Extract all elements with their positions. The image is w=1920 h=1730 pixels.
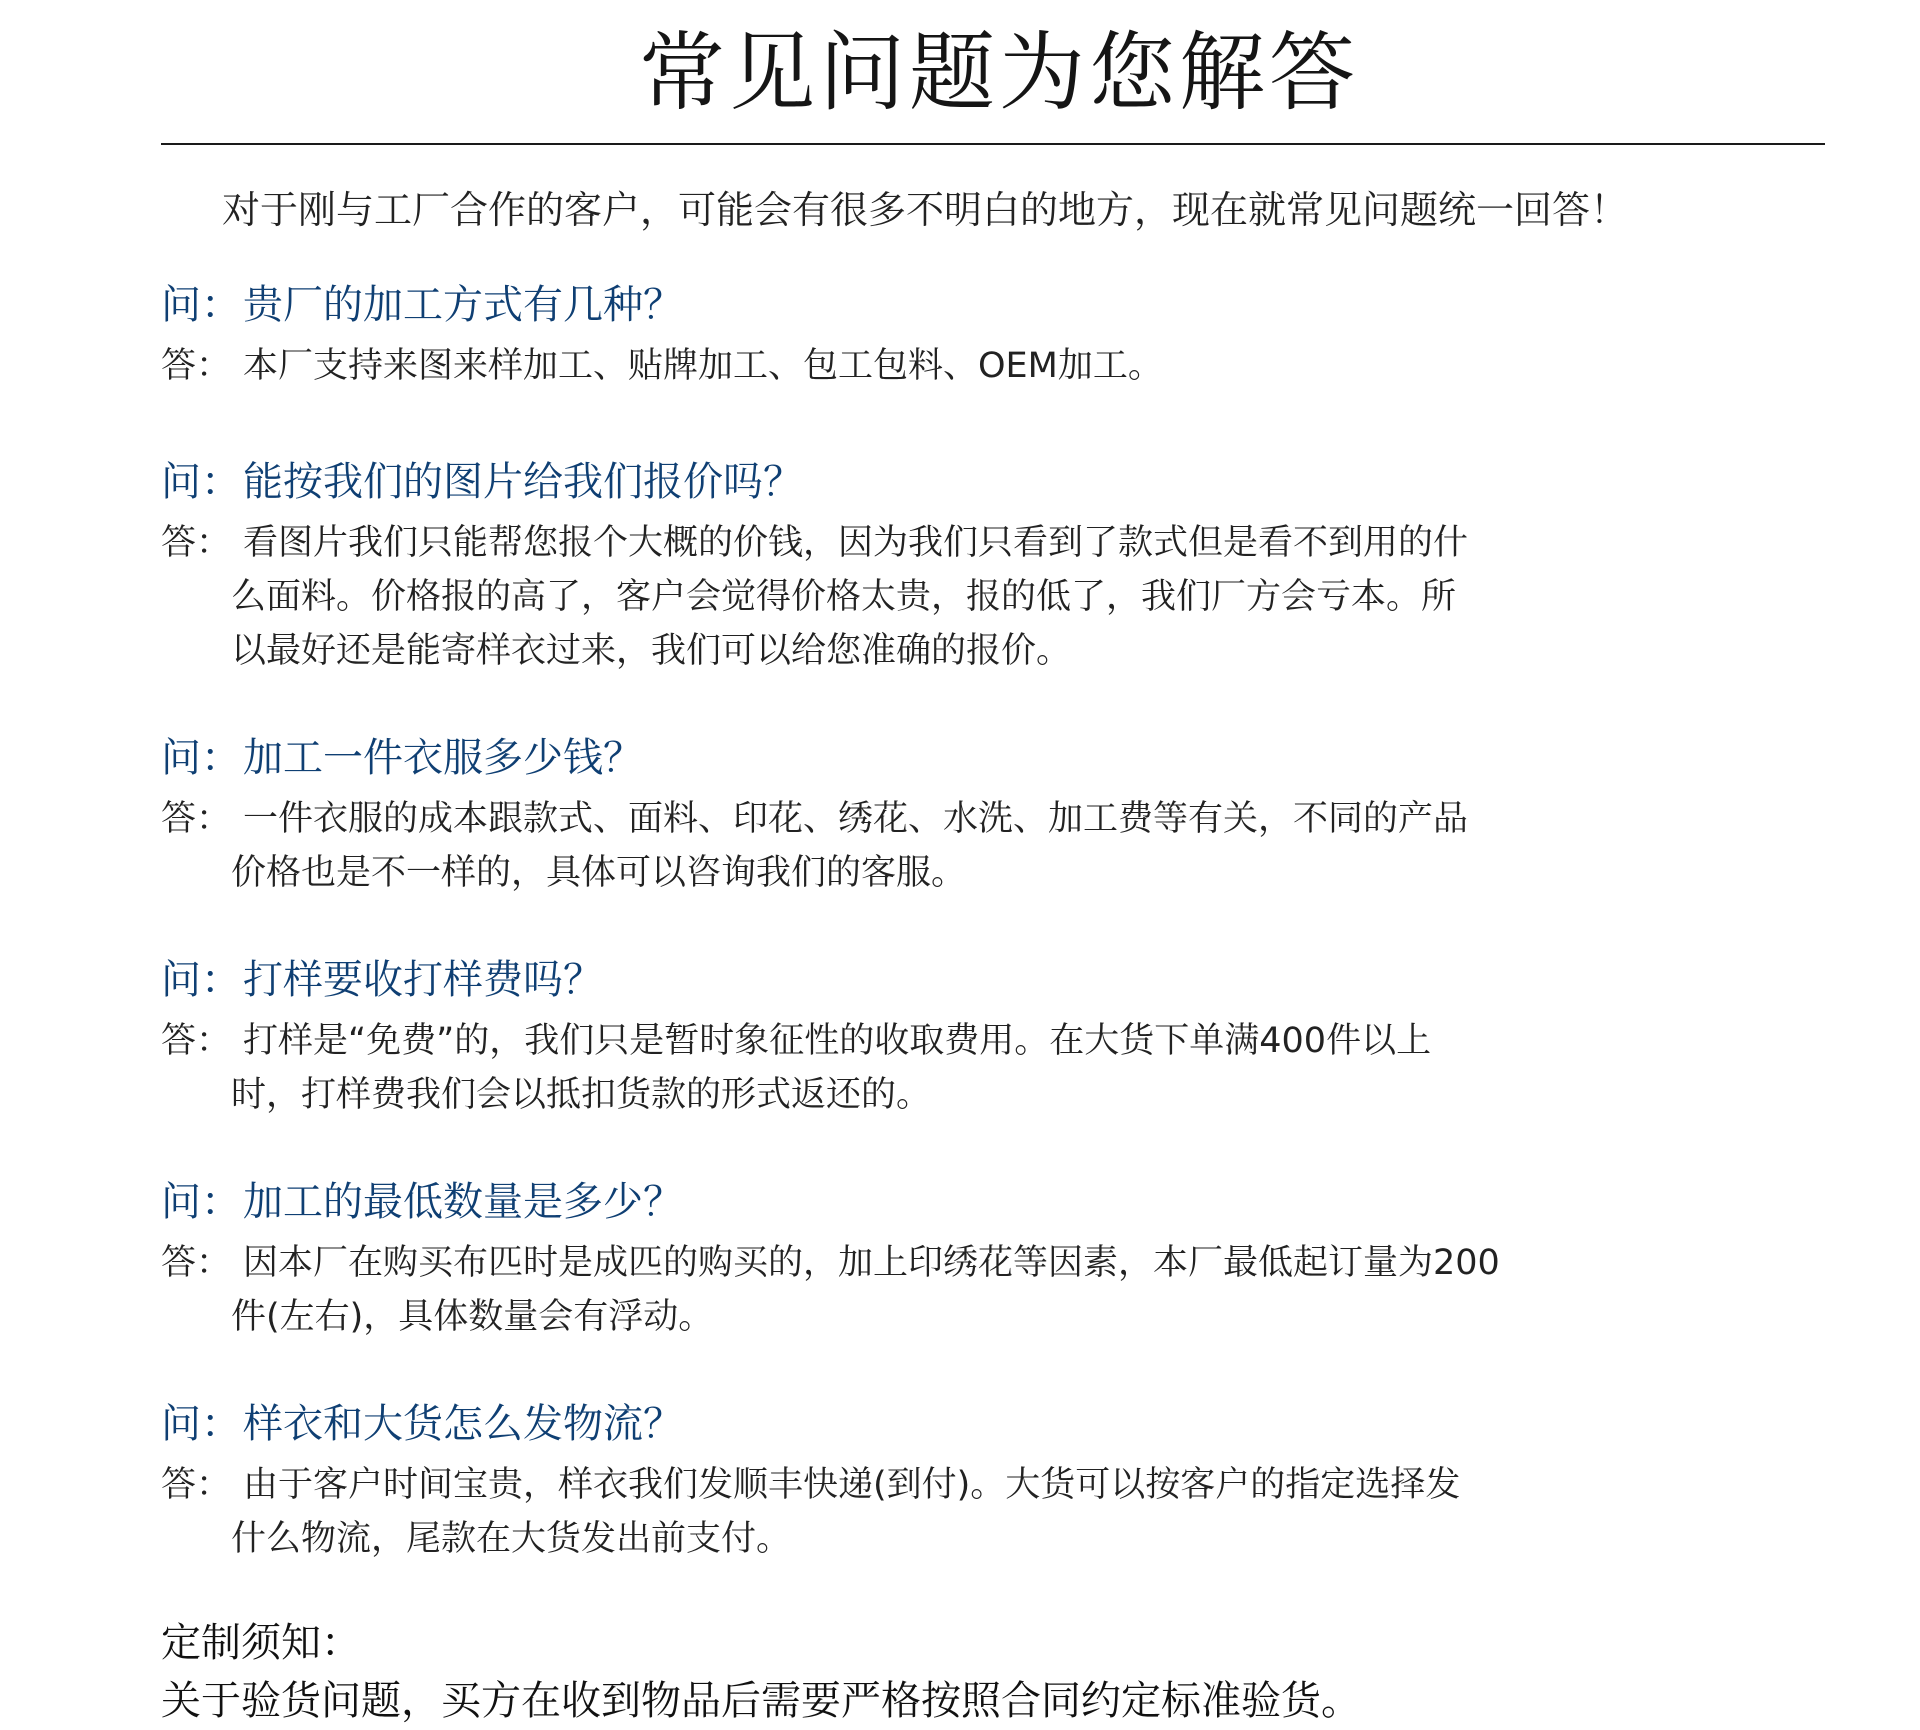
answer-prefix: 答： (161, 1021, 232, 1061)
faq-item-4 (161, 950, 1661, 1122)
answer-line: 么面料。价格报的高了，客户会觉得价格太贵，报的低了，我们厂方会亏本。所 (231, 577, 1457, 617)
answer-line: 由于客户时间宝贵，样衣我们发顺丰快递(到付)。大货可以按客户的指定选择发 (243, 1465, 1461, 1505)
question-prefix: 问： (161, 282, 241, 328)
faq-question-3 (161, 728, 1661, 788)
answer-line: 时，打样费我们会以抵扣货款的形式返还的。 (231, 1075, 932, 1115)
page-title: 常见问题为您解答 (639, 23, 1359, 123)
faq-question-2 (161, 452, 1661, 512)
faq-answer-3 (161, 792, 1661, 900)
question-prefix: 问： (161, 1401, 241, 1447)
answer-prefix: 答： (161, 799, 232, 839)
answer-line: 一件衣服的成本跟款式、面料、印花、绣花、水洗、加工费等有关，不同的产品 (243, 799, 1469, 839)
answer-line: 以最好还是能寄样衣过来，我们可以给您准确的报价。 (231, 631, 1072, 671)
faq-answer-5 (161, 1236, 1661, 1344)
question-prefix: 问： (161, 957, 241, 1003)
question-text: 加工一件衣服多少钱？ (243, 735, 643, 781)
answer-line: 价格也是不一样的，具体可以咨询我们的客服。 (231, 853, 967, 893)
question-text: 打样要收打样费吗？ (243, 957, 603, 1003)
faq-question-5 (161, 1172, 1661, 1232)
answer-line: 件(左右)，具体数量会有浮动。 (231, 1297, 714, 1337)
faq-item-3 (161, 728, 1661, 900)
answer-prefix: 答： (161, 346, 232, 386)
question-prefix: 问： (161, 735, 241, 781)
answer-line: 看图片我们只能帮您报个大概的价钱，因为我们只看到了款式但是看不到用的什 (243, 523, 1469, 563)
question-text: 贵厂的加工方式有几种？ (243, 282, 683, 328)
answer-prefix: 答： (161, 1465, 232, 1505)
question-text: 能按我们的图片给我们报价吗？ (243, 459, 803, 505)
faq-answer-1 (161, 339, 1661, 393)
faq-question-6 (161, 1394, 1661, 1454)
answer-line: 什么物流，尾款在大货发出前支付。 (231, 1519, 792, 1559)
faq-answer-2 (161, 516, 1661, 678)
question-prefix: 问： (161, 1179, 241, 1225)
faq-answer-4 (161, 1014, 1661, 1122)
answer-line: 本厂支持来图来样加工、贴牌加工、包工包料、OEM加工。 (243, 346, 1163, 386)
answer-line: 因本厂在购买布匹时是成匹的购买的，加上印绣花等因素，本厂最低起订量为200 (243, 1243, 1500, 1283)
answer-prefix: 答： (161, 523, 232, 563)
question-text: 样衣和大货怎么发物流？ (243, 1401, 683, 1447)
faq-item-6 (161, 1394, 1661, 1566)
faq-answer-6 (161, 1458, 1661, 1566)
answer-line: 打样是“免费”的，我们只是暂时象征性的收取费用。在大货下单满400件以上 (243, 1021, 1432, 1061)
faq-item-1 (161, 275, 1661, 393)
question-prefix: 问： (161, 459, 241, 505)
notes-text: 关于验货问题，买方在收到物品后需要严格按照合同约定标准验货。 (161, 1678, 1361, 1724)
question-text: 加工的最低数量是多少？ (243, 1179, 683, 1225)
answer-prefix: 答： (161, 1243, 232, 1283)
faq-question-1 (161, 275, 1661, 335)
intro-text: 对于刚与工厂合作的客户，可能会有很多不明白的地方，现在就常见问题统一回答！ (222, 188, 1629, 232)
notes-heading: 定制须知： (161, 1620, 361, 1666)
faq-question-4 (161, 950, 1661, 1010)
faq-item-2 (161, 452, 1661, 678)
faq-item-5 (161, 1172, 1661, 1344)
custom-notes (161, 1614, 1661, 1730)
title-divider (161, 143, 1825, 145)
